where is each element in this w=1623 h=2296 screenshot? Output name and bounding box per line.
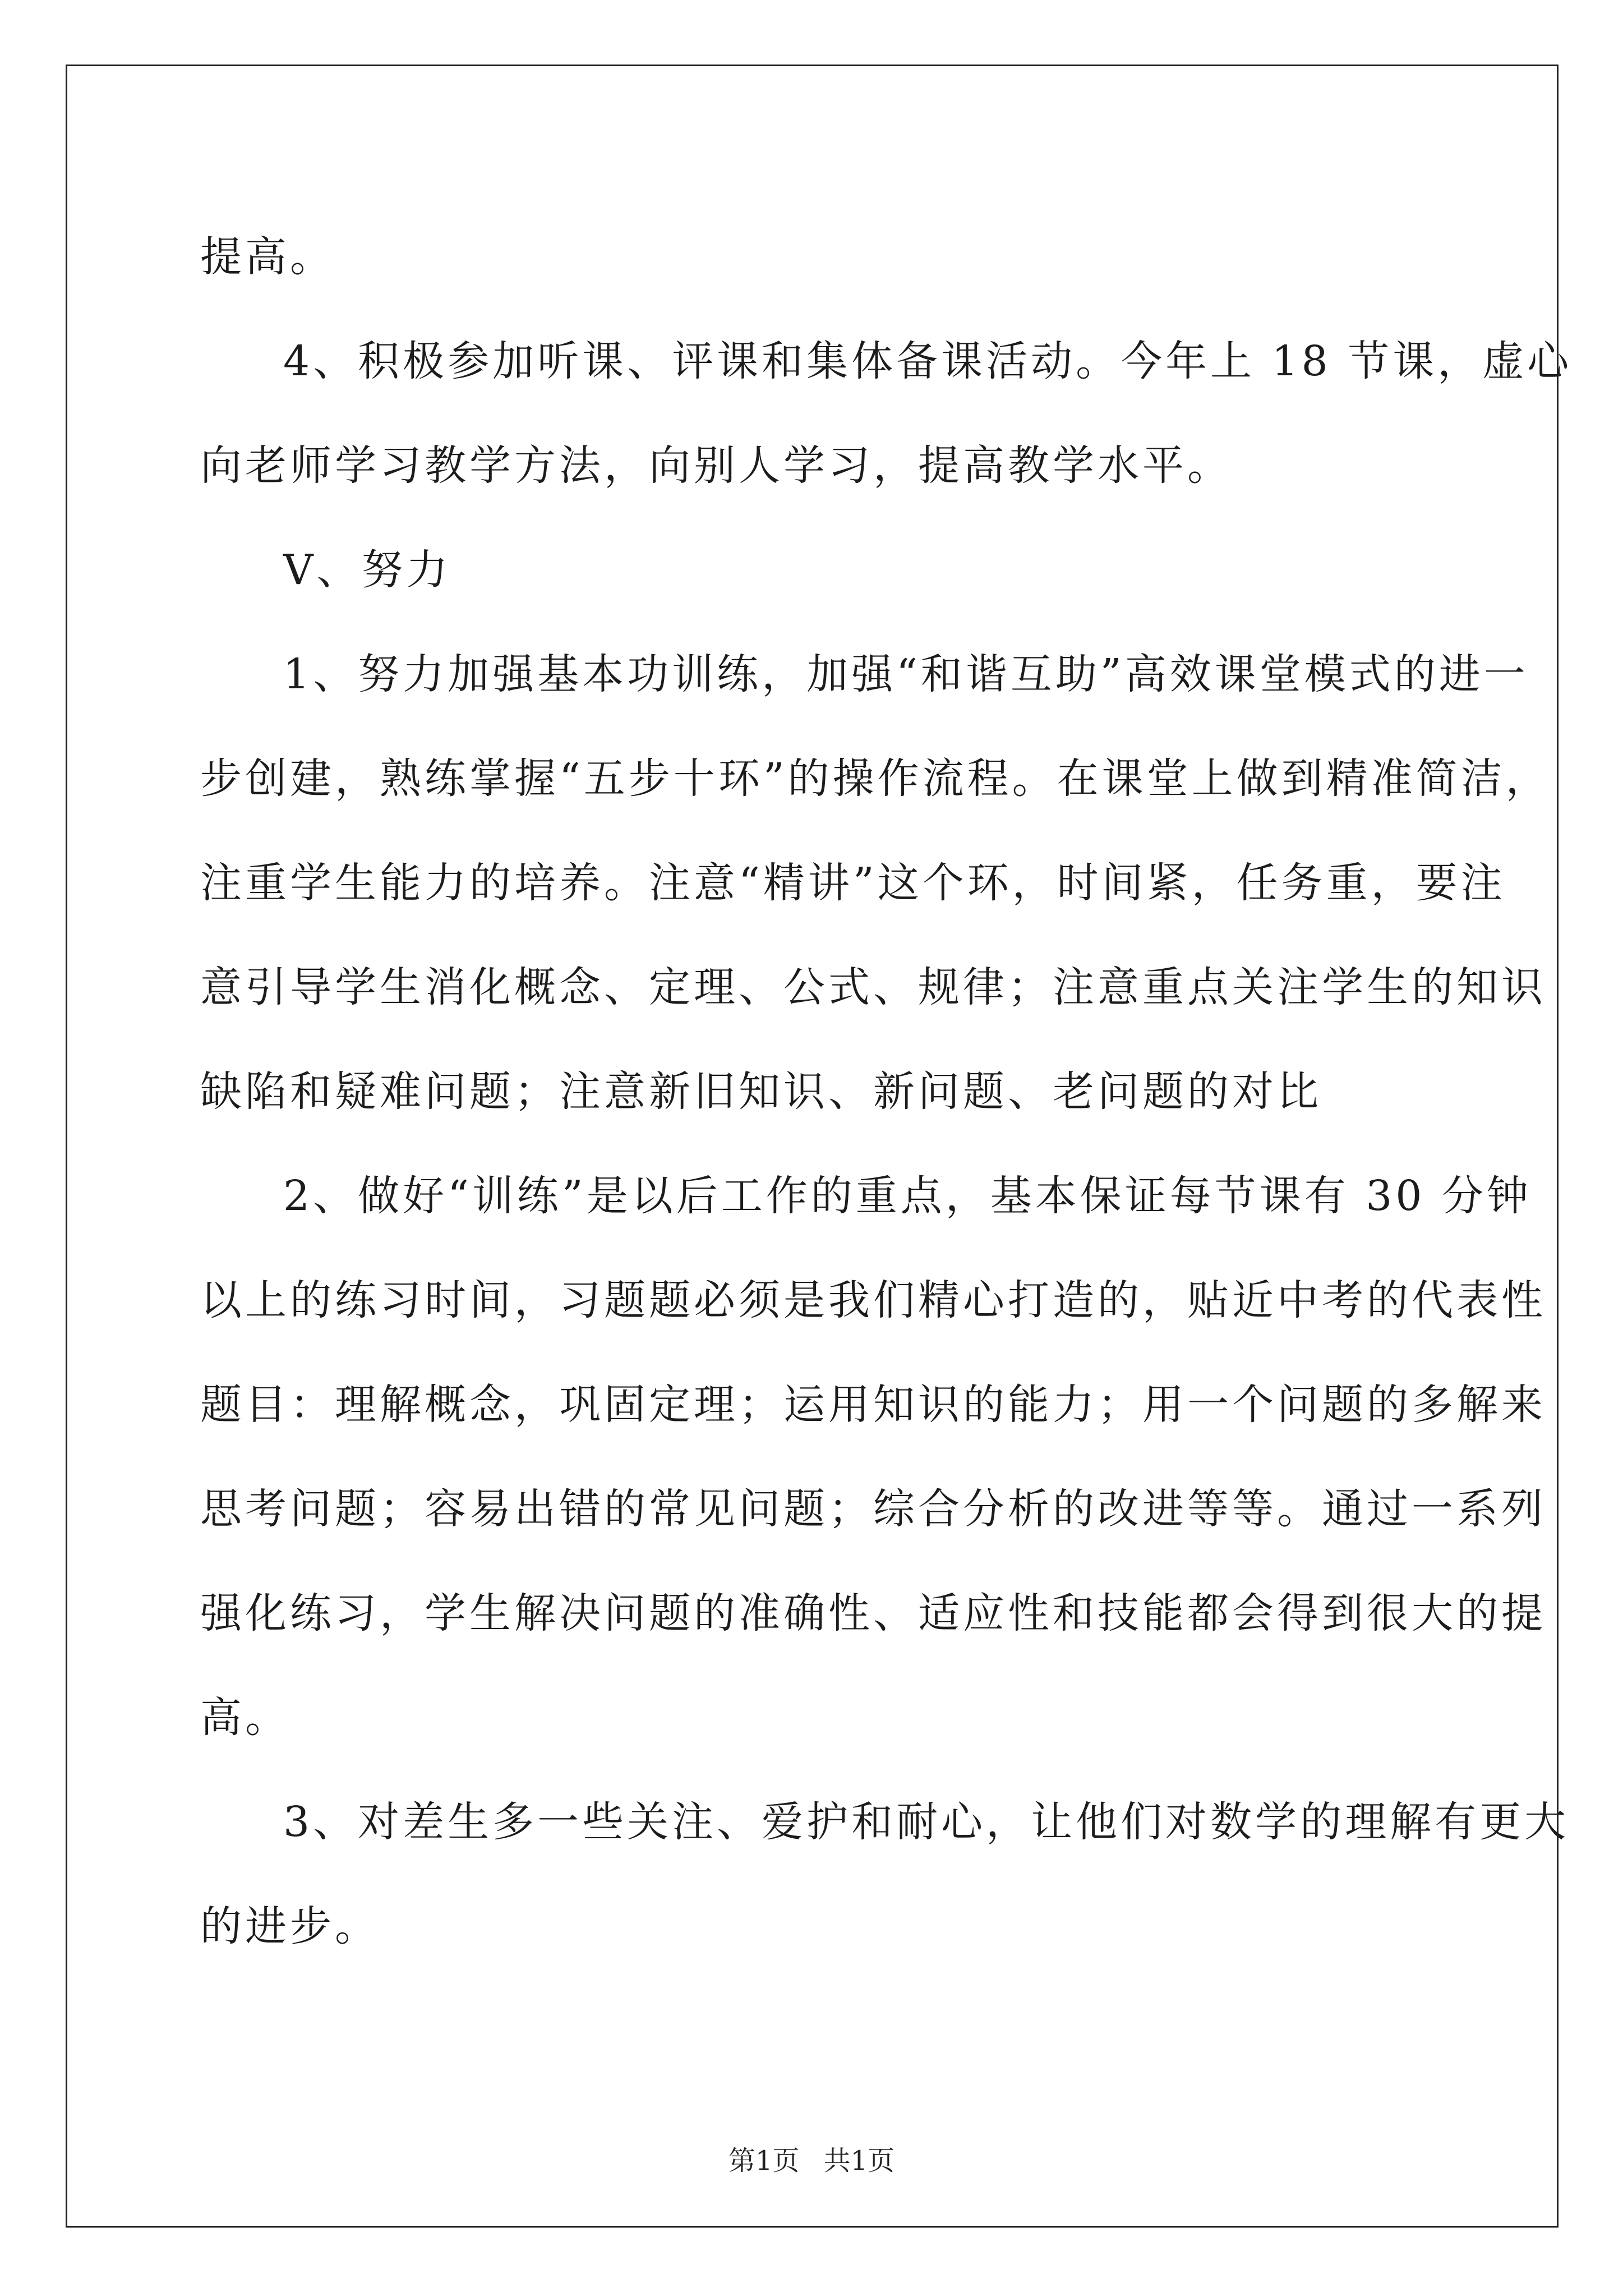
- text-line: 注重学生能力的培养。注意“精讲”这个环，时间紧，任务重，要注: [200, 859, 1506, 907]
- section-heading: V、努力: [283, 546, 451, 594]
- text-line: 向老师学习教学方法，向别人学习，提高教学水平。: [200, 441, 1232, 490]
- text-line: 缺陷和疑难问题；注意新旧知识、新问题、老问题的对比: [200, 1068, 1322, 1116]
- text-line: 思考问题；容易出错的常见问题；综合分析的改进等等。通过一系列: [200, 1485, 1546, 1533]
- text-line: 4、积极参加听课、评课和集体备课活动。今年上 18 节课，虚心: [283, 337, 1573, 385]
- text-line: 2、做好“训练”是以后工作的重点，基本保证每节课有 30 分钟: [283, 1172, 1532, 1220]
- page-number: 第1页: [728, 2145, 800, 2177]
- text-line: 题目：理解概念，巩固定理；运用知识的能力；用一个问题的多解来: [200, 1381, 1546, 1429]
- document-body: [200, 205, 1573, 1978]
- text-line: 强化练习，学生解决问题的准确性、适应性和技能都会得到很大的提: [200, 1589, 1546, 1637]
- text-line: 高。: [200, 1694, 290, 1742]
- text-line: 提高。: [200, 233, 335, 281]
- page-total: 共1页: [823, 2145, 895, 2177]
- text-line: 3、对差生多一些关注、爱护和耐心，让他们对数学的理解有更大: [283, 1798, 1570, 1846]
- text-line: 的进步。: [200, 1902, 380, 1950]
- text-line: 1、努力加强基本功训练，加强“和谐互助”高效课堂模式的进一: [283, 650, 1529, 698]
- page-footer: [0, 2144, 1623, 2178]
- text-line: 以上的练习时间，习题题必须是我们精心打造的，贴近中考的代表性: [200, 1276, 1546, 1324]
- text-line: 步创建，熟练掌握“五步十环”的操作流程。在课堂上做到精准简洁，: [200, 754, 1551, 803]
- text-line: 意引导学生消化概念、定理、公式、规律；注意重点关注学生的知识: [200, 963, 1546, 1011]
